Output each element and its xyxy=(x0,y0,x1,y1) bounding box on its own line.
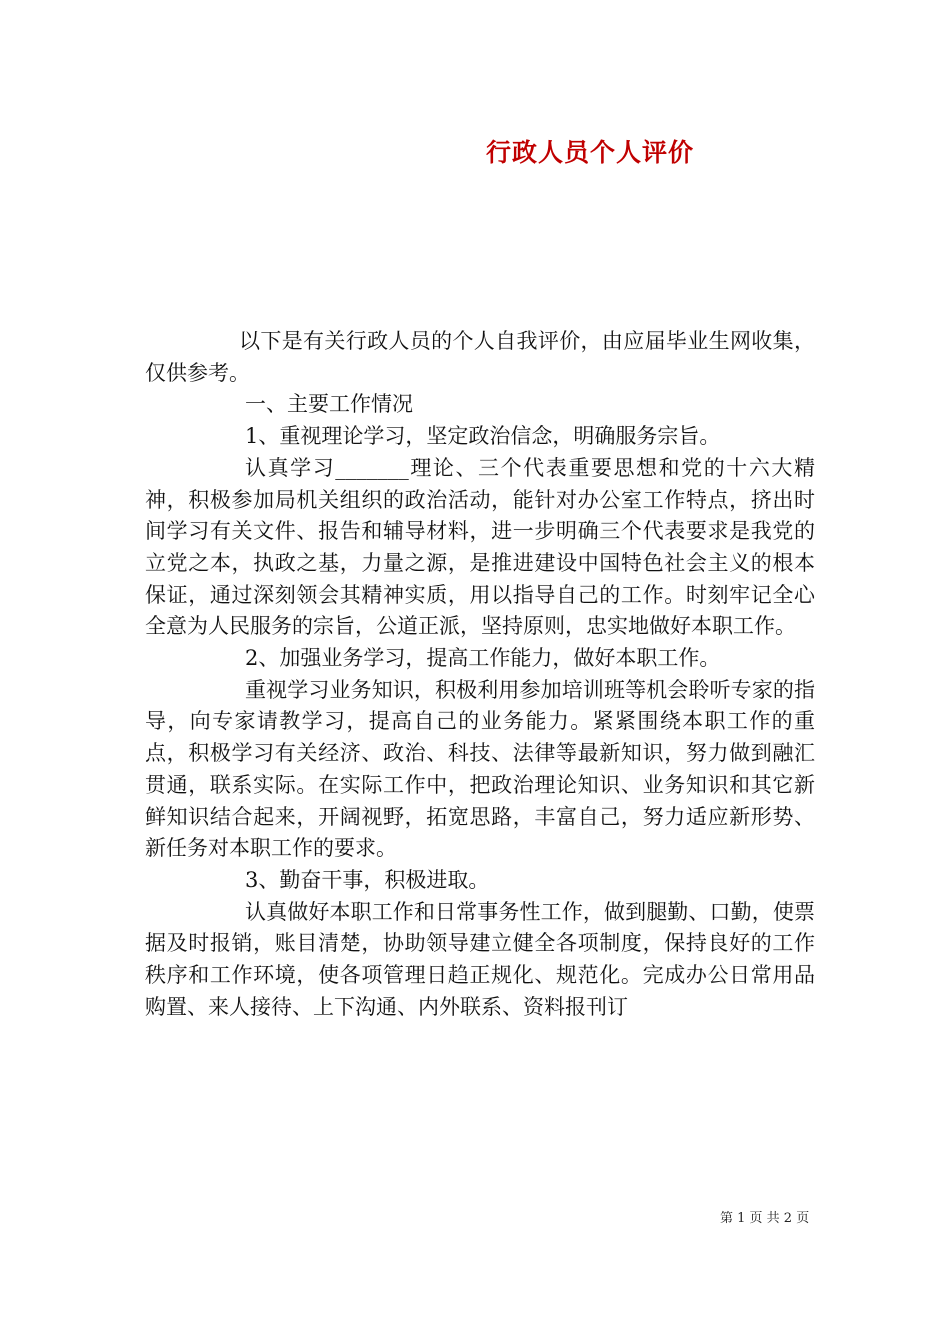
subheading-business-study: 2、加强业务学习，提高工作能力，做好本职工作。 xyxy=(245,646,721,671)
subheading-diligence: 3、勤奋干事，积极进取。 xyxy=(245,867,490,892)
paragraph-diligence: 认真做好本职工作和日常事务性工作，做到腿勤、口勤，使票据及时报销，账目清楚，协助领导建立健全各项制度，保持良好的工作秩序和工作环境，使各项管理日趋正规化、规范化。完成办公日常用品购置、来人接待、上下沟通、内外联系、资料报刊订 xyxy=(145,899,815,1019)
paragraph-business-study: 重视学习业务知识，积极利用参加培训班等机会聆听专家的指导，向专家请教学习，提高自己的业务能力。紧紧围绕本职工作的重点，积极学习有关经济、政治、科技、法律等最新知识，努力做到融汇贯通，联系实际。在实际工作中，把政治理论知识、业务知识和其它新鲜知识结合起来，开阔视野，拓宽思路，丰富自己，努力适应新形势、新任务对本职工作的要求。 xyxy=(145,677,815,861)
document-title: 行政人员个人评价 xyxy=(485,138,694,167)
paragraph-theory-study: 认真学习_______理论、三个代表重要思想和党的十六大精神，积极参加局机关组织的政治活动，能针对办公室工作特点，挤出时间学习有关文件、报告和辅导材料，进一步明确三个代表要求是我党的立党之本，执政之基，力量之源，是推进建设中国特色社会主义的根本保证，通过深刻领会其精神实质，用以指导自己的工作。时刻牢记全心全意为人民服务的宗旨，公道正派，坚持原则，忠实地做好本职工作。 xyxy=(145,455,815,639)
paragraph-intro: 以下是有关行政人员的个人自我评价，由应届毕业生网收集，仅供参考。 xyxy=(145,329,815,385)
subheading-theory-study: 1、重视理论学习，坚定政治信念，明确服务宗旨。 xyxy=(245,424,721,449)
heading-main-work: 一、主要工作情况 xyxy=(245,392,413,417)
document-body xyxy=(145,326,815,1023)
page-number-footer: 第 1 页 共 2 页 xyxy=(720,1211,810,1226)
